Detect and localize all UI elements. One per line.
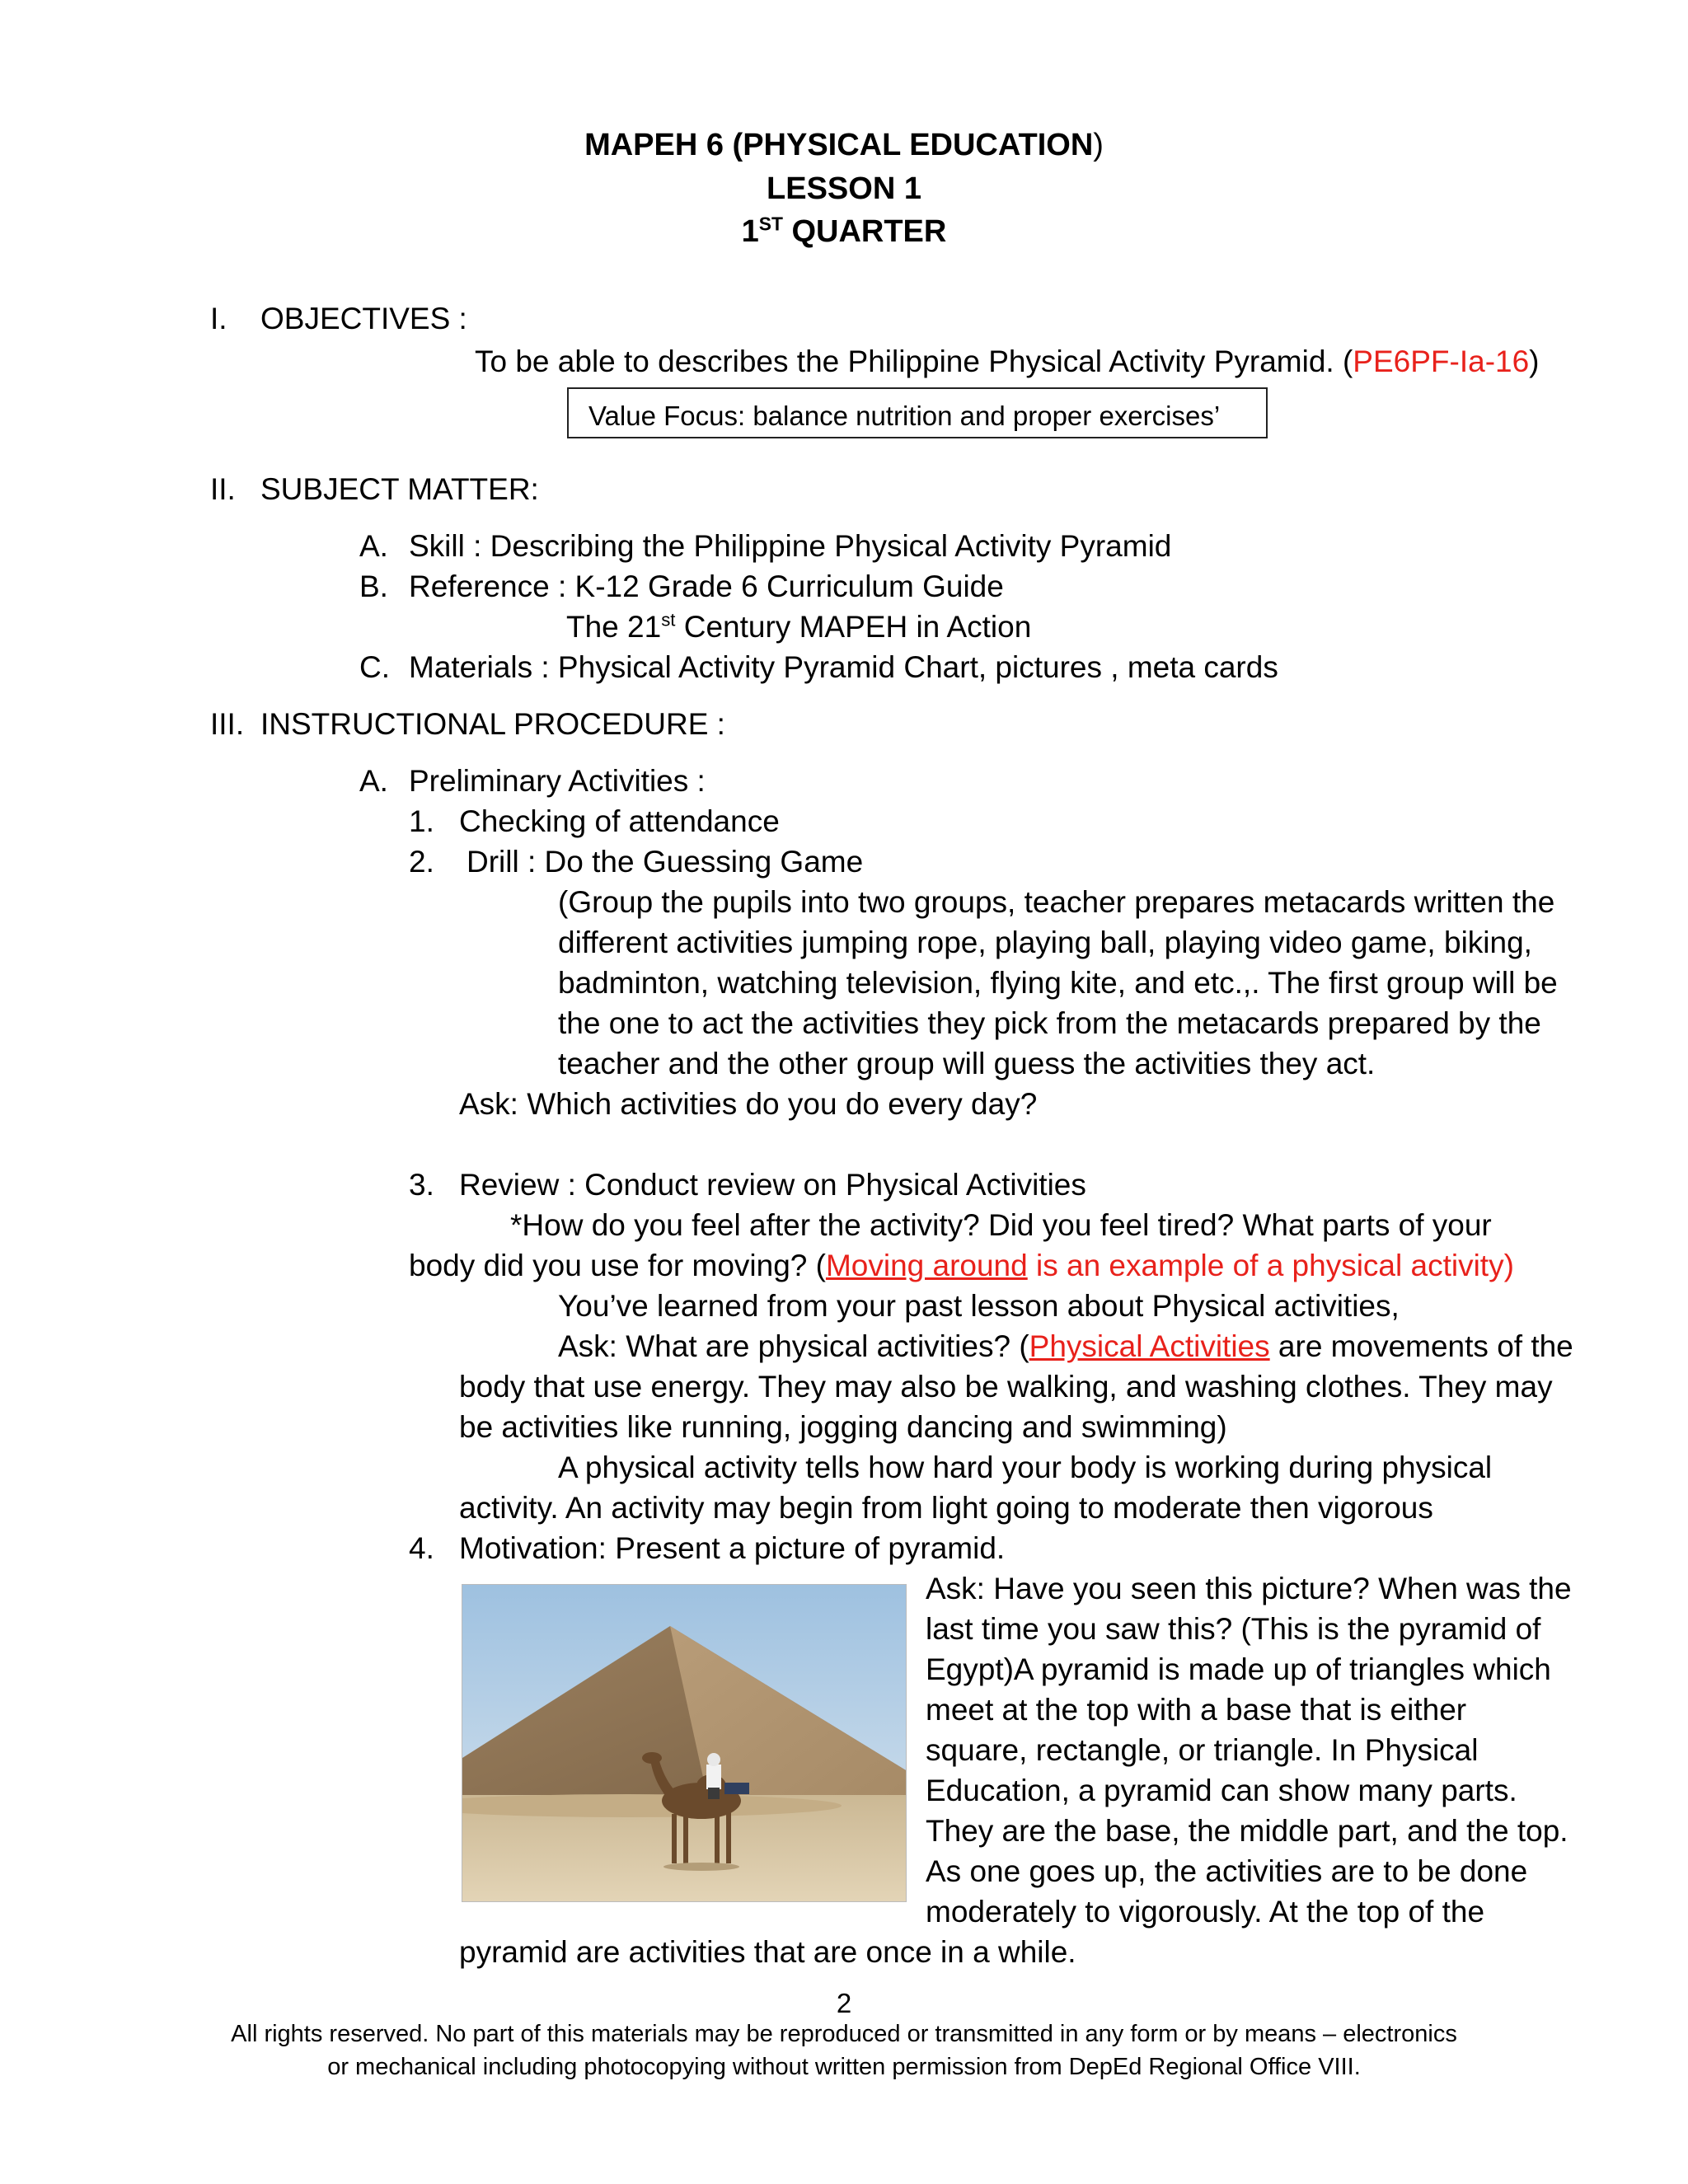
review-ask: Ask: What are physical activities? (Physical Activities are movements of the: [558, 1329, 1573, 1363]
reference-text: Reference : K-12 Grade 6 Curriculum Guide: [409, 569, 1004, 603]
motivation-line: last time you saw this? (This is the pyramid of: [926, 1612, 1541, 1646]
motivation-line: square, rectangle, or triangle. In Physical: [926, 1733, 1479, 1767]
objective-code: PE6PF-Ia-16: [1353, 344, 1530, 378]
drill-ask: Ask: Which activities do you do every day?: [459, 1087, 1038, 1121]
motivation-line: Ask: Have you seen this picture? When was the: [926, 1572, 1572, 1605]
materials-text: Materials : Physical Activity Pyramid Chart, pictures , meta cards: [409, 650, 1278, 684]
physical-activity-line-1: A physical activity tells how hard your body is working during physical: [558, 1451, 1493, 1484]
page-number: 2: [836, 1988, 852, 2018]
item-2-text: Drill : Do the Guessing Game: [467, 845, 864, 879]
drill-line: (Group the pupils into two groups, teacher prepares metacards written the: [558, 885, 1555, 919]
motivation-line: They are the base, the middle part, and the top.: [926, 1814, 1568, 1848]
review-question: *How do you feel after the activity? Did you feel tired? What parts of your: [510, 1208, 1492, 1242]
motivation-line: meet at the top with a base that is either: [926, 1693, 1467, 1727]
drill-line: different activities jumping rope, playing ball, playing video game, biking,: [558, 926, 1532, 959]
value-focus-text: Value Focus: balance nutrition and proper exercises’: [588, 401, 1221, 431]
item-4-text: Motivation: Present a picture of pyramid.: [459, 1531, 1006, 1565]
header-quarter: 1ST QUARTER: [741, 213, 947, 249]
section-numeral-3: III.: [210, 707, 245, 741]
item-1-text: Checking of attendance: [459, 804, 780, 838]
header-title: MAPEH 6 (PHYSICAL EDUCATION): [584, 128, 1104, 162]
physical-activities-link[interactable]: Physical Activities: [1029, 1329, 1270, 1363]
review-learned: You’ve learned from your past lesson about Physical activities,: [558, 1289, 1400, 1323]
subject-matter-heading: SUBJECT MATTER:: [260, 472, 539, 506]
value-focus-box: [567, 387, 1268, 438]
motivation-line: Egypt)A pyramid is made up of triangles which: [926, 1652, 1551, 1686]
procedure-heading: INSTRUCTIONAL PROCEDURE :: [260, 707, 725, 741]
reference-letter: B.: [359, 569, 388, 603]
drill-line: badminton, watching television, flying kite, and etc.,. The first group will be: [558, 966, 1558, 1000]
drill-line: the one to act the activities they pick from the metacards prepared by the: [558, 1006, 1541, 1040]
footer-line-2: or mechanical including photocopying without written permission from DepEd Regional Office VIII.: [327, 2054, 1361, 2080]
item-4-number: 4.: [409, 1531, 434, 1565]
materials-letter: C.: [359, 650, 390, 684]
pyramid-camel-photo: [462, 1584, 907, 1902]
item-3-text: Review : Conduct review on Physical Activities: [459, 1168, 1086, 1202]
reference-text-2: The 21st Century MAPEH in Action: [566, 609, 1032, 644]
pyramid-image: [462, 1585, 906, 1901]
prelim-letter: A.: [359, 764, 388, 798]
motivation-line: Education, a pyramid can show many parts.: [926, 1774, 1517, 1807]
review-ask-line-2: body that use energy. They may also be walking, and washing clothes. They may: [459, 1370, 1553, 1404]
objectives-text: To be able to describes the Philippine Physical Activity Pyramid. (PE6PF-Ia-16): [475, 344, 1540, 378]
motivation-end: pyramid are activities that are once in a while.: [459, 1935, 1076, 1969]
motivation-line: moderately to vigorously. At the top of the: [926, 1895, 1485, 1929]
drill-line: teacher and the other group will guess the activities they act.: [558, 1047, 1376, 1080]
review-ask-line-3: be activities like running, jogging dancing and swimming): [459, 1410, 1227, 1444]
skill-text: Skill : Describing the Philippine Physical Activity Pyramid: [409, 529, 1172, 563]
section-numeral-2: II.: [210, 472, 236, 506]
section-numeral-1: I.: [210, 302, 227, 335]
item-2-number: 2.: [409, 845, 434, 879]
motivation-line: As one goes up, the activities are to be done: [926, 1854, 1528, 1888]
moving-around-link[interactable]: Moving around: [825, 1249, 1028, 1282]
prelim-heading: Preliminary Activities :: [409, 764, 706, 798]
item-1-number: 1.: [409, 804, 434, 838]
header-lesson: LESSON 1: [767, 171, 921, 206]
review-question-2: body did you use for moving? (Moving around is an example of a physical activity): [409, 1249, 1514, 1282]
objectives-heading: OBJECTIVES :: [260, 302, 467, 335]
skill-letter: A.: [359, 529, 388, 563]
footer-line-1: All rights reserved. No part of this materials may be reproduced or transmitted in any form or by means – electronics: [231, 2021, 1457, 2047]
physical-activity-line-2: activity. An activity may begin from light going to moderate then vigorous: [459, 1491, 1433, 1525]
item-3-number: 3.: [409, 1168, 434, 1202]
